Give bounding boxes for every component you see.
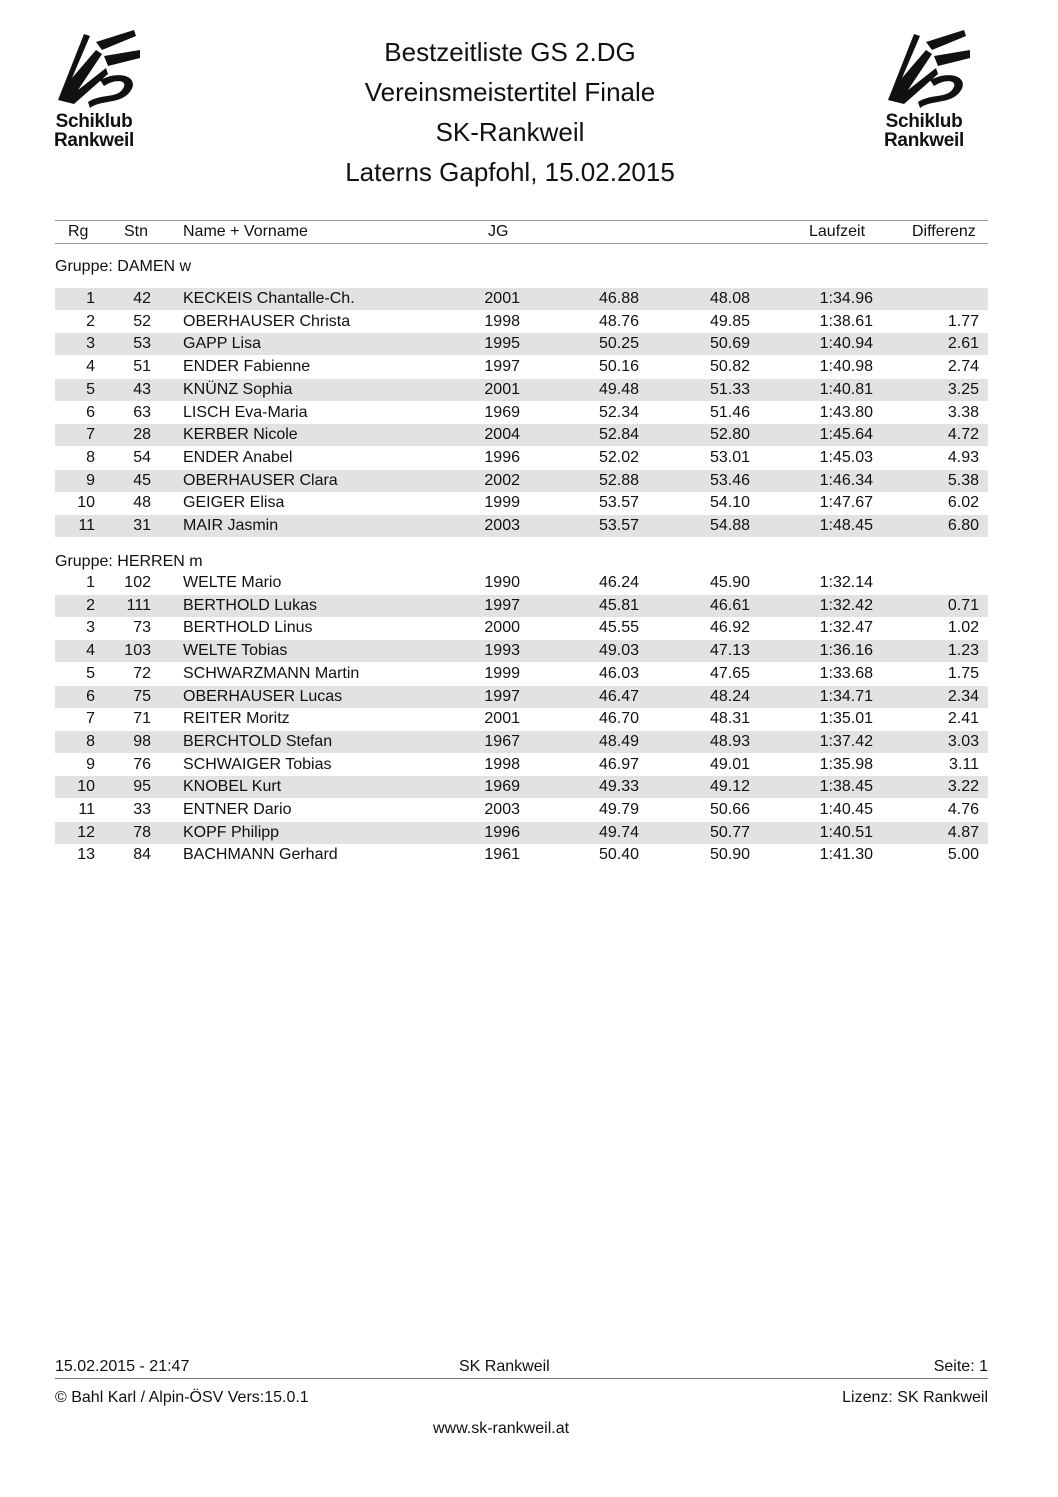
difference-cell: 3.38 — [947, 403, 979, 421]
birth-year-cell: 1999 — [484, 494, 520, 512]
name-cell: BERCHTOLD Stefan — [183, 732, 333, 750]
difference-cell: 4.76 — [947, 801, 979, 818]
birth-year-cell: 1961 — [484, 846, 520, 864]
difference-cell: 3.22 — [947, 778, 979, 796]
table-row — [55, 447, 988, 469]
table-row — [55, 424, 988, 446]
document-title — [250, 32, 770, 192]
run2-time-cell: 49.01 — [709, 755, 750, 773]
difference-cell: 4.72 — [947, 426, 979, 444]
logo-text-line1: Schiklub — [55, 111, 133, 132]
run2-time-cell: 50.82 — [709, 358, 750, 376]
run2-time-cell: 53.46 — [709, 471, 750, 489]
table-row — [55, 311, 988, 333]
total-time-cell: 1:34.96 — [819, 290, 873, 307]
footer-page-number: Seite: 1 — [933, 1358, 988, 1375]
run2-time-cell: 52.80 — [709, 426, 750, 444]
name-cell: KECKEIS Chantalle-Ch. — [183, 290, 355, 307]
run1-time-cell: 49.79 — [598, 801, 639, 818]
run1-time-cell: 46.70 — [598, 710, 639, 728]
rank-cell: 1 — [86, 574, 95, 591]
birth-year-cell: 1997 — [484, 358, 520, 376]
start-number-cell: 45 — [133, 471, 151, 489]
title-line-1: Bestzeitliste GS 2.DG — [384, 37, 636, 67]
group-label: Gruppe: DAMEN w — [55, 258, 192, 275]
name-cell: BACHMANN Gerhard — [183, 846, 338, 864]
start-number-cell: 78 — [133, 823, 151, 841]
difference-cell: 4.93 — [947, 448, 979, 466]
total-time-cell: 1:32.14 — [819, 574, 873, 591]
table-row — [55, 640, 988, 662]
start-number-cell: 103 — [124, 642, 151, 660]
difference-cell: 2.61 — [947, 335, 979, 353]
birth-year-cell: 2002 — [484, 471, 520, 489]
total-time-cell: 1:38.61 — [819, 312, 873, 330]
run1-time-cell: 49.74 — [598, 823, 639, 841]
table-row — [55, 402, 988, 424]
name-cell: BERTHOLD Lukas — [183, 596, 317, 614]
birth-year-cell: 2001 — [484, 290, 520, 307]
club-logo-left — [44, 28, 144, 158]
start-number-cell: 84 — [133, 846, 151, 864]
run2-time-cell: 48.31 — [709, 710, 750, 728]
table-row — [55, 822, 988, 844]
total-time-cell: 1:32.47 — [819, 619, 873, 637]
total-time-cell: 1:38.45 — [819, 778, 873, 796]
birth-year-cell: 2001 — [484, 380, 520, 398]
run1-time-cell: 52.84 — [598, 426, 639, 444]
rank-cell: 10 — [77, 778, 95, 796]
start-number-cell: 71 — [133, 710, 151, 728]
name-cell: GEIGER Elisa — [183, 494, 285, 512]
run1-time-cell: 49.48 — [598, 380, 639, 398]
difference-cell: 1.02 — [947, 619, 979, 637]
footer-license: Lizenz: SK Rankweil — [842, 1389, 988, 1406]
table-row — [55, 844, 988, 866]
name-cell: BERTHOLD Linus — [183, 619, 313, 637]
name-cell: ENTNER Dario — [183, 801, 292, 818]
total-time-cell: 1:36.16 — [819, 642, 873, 660]
run2-time-cell: 50.77 — [709, 823, 750, 841]
birth-year-cell: 1998 — [484, 755, 520, 773]
difference-cell: 3.25 — [947, 380, 979, 398]
start-number-cell: 63 — [133, 403, 151, 421]
difference-cell: 4.87 — [947, 823, 979, 841]
birth-year-cell: 1999 — [484, 664, 520, 682]
col-birth-year: JG — [488, 223, 509, 240]
rank-cell: 2 — [86, 312, 95, 330]
start-number-cell: 102 — [124, 574, 151, 591]
start-number-cell: 95 — [133, 778, 151, 796]
total-time-cell: 1:48.45 — [819, 517, 873, 534]
run2-time-cell: 51.46 — [709, 403, 750, 421]
club-logo-right — [874, 28, 974, 158]
table-row — [55, 617, 988, 639]
logo-text-line2: Rankweil — [884, 130, 964, 151]
start-number-cell: 33 — [133, 801, 151, 818]
run1-time-cell: 50.40 — [598, 846, 639, 864]
run2-time-cell: 49.85 — [709, 312, 750, 330]
difference-cell: 5.00 — [947, 846, 979, 864]
run1-time-cell: 48.76 — [598, 312, 639, 330]
total-time-cell: 1:41.30 — [819, 846, 873, 864]
difference-cell: 3.11 — [949, 755, 979, 773]
total-time-cell: 1:47.67 — [819, 494, 873, 512]
name-cell: KERBER Nicole — [183, 426, 298, 444]
start-number-cell: 76 — [133, 755, 151, 773]
run2-time-cell: 49.12 — [709, 778, 750, 796]
run2-time-cell: 48.93 — [709, 732, 750, 750]
name-cell: OBERHAUSER Lucas — [183, 687, 343, 705]
birth-year-cell: 1996 — [484, 823, 520, 841]
total-time-cell: 1:46.34 — [819, 471, 873, 489]
total-time-cell: 1:40.51 — [819, 823, 873, 841]
run2-time-cell: 46.92 — [709, 619, 750, 637]
run1-time-cell: 45.81 — [598, 596, 639, 614]
run1-time-cell: 46.24 — [598, 574, 639, 591]
table-header — [55, 220, 988, 244]
total-time-cell: 1:40.45 — [819, 801, 873, 818]
rank-cell: 3 — [86, 335, 95, 353]
total-time-cell: 1:43.80 — [819, 403, 873, 421]
rank-cell: 7 — [86, 710, 95, 728]
name-cell: WELTE Tobias — [183, 642, 288, 660]
table-row — [55, 799, 988, 821]
rank-cell: 8 — [86, 448, 95, 466]
logo-text-line2: Rankweil — [54, 130, 134, 151]
skier-emblem-icon — [44, 28, 144, 112]
footer-club: SK Rankweil — [459, 1358, 550, 1375]
run1-time-cell: 52.02 — [598, 448, 639, 466]
start-number-cell: 42 — [133, 290, 151, 307]
name-cell: ENDER Fabienne — [183, 358, 311, 376]
rank-cell: 4 — [86, 358, 95, 376]
col-start-number: Stn — [124, 223, 149, 240]
birth-year-cell: 1997 — [484, 687, 520, 705]
rank-cell: 11 — [78, 801, 95, 818]
difference-cell: 0.71 — [947, 596, 979, 614]
table-row — [55, 356, 988, 378]
total-time-cell: 1:35.98 — [819, 755, 873, 773]
footer-datetime: 15.02.2015 - 21:47 — [55, 1358, 190, 1375]
start-number-cell: 51 — [133, 358, 151, 376]
difference-cell: 2.34 — [947, 687, 979, 705]
run2-time-cell: 50.66 — [709, 801, 750, 818]
table-row — [55, 515, 988, 537]
name-cell: ENDER Anabel — [183, 448, 293, 466]
birth-year-cell: 2004 — [484, 426, 520, 444]
total-time-cell: 1:40.94 — [819, 335, 873, 353]
run1-time-cell: 46.47 — [598, 687, 639, 705]
total-time-cell: 1:45.03 — [819, 448, 873, 466]
col-total-time: Laufzeit — [809, 223, 866, 240]
run1-time-cell: 49.33 — [598, 778, 639, 796]
total-time-cell: 1:37.42 — [819, 732, 873, 750]
rank-cell: 2 — [86, 596, 95, 614]
difference-cell: 2.74 — [947, 358, 979, 376]
title-line-2: Vereinsmeistertitel Finale — [364, 77, 656, 107]
name-cell: GAPP Lisa — [183, 335, 261, 353]
rank-cell: 5 — [86, 380, 95, 398]
table-row — [55, 333, 988, 355]
birth-year-cell: 1969 — [484, 778, 520, 796]
run2-time-cell: 48.08 — [709, 290, 750, 307]
table-row — [55, 708, 988, 730]
table-row — [55, 595, 988, 617]
title-line-4: Laterns Gapfohl, 15.02.2015 — [345, 157, 675, 187]
run2-time-cell: 51.33 — [709, 380, 750, 398]
start-number-cell: 73 — [133, 619, 151, 637]
run1-time-cell: 50.25 — [598, 335, 639, 353]
footer-rule — [55, 1378, 988, 1379]
name-cell: MAIR Jasmin — [183, 517, 279, 534]
run2-time-cell: 50.69 — [709, 335, 750, 353]
rank-cell: 4 — [86, 642, 95, 660]
rank-cell: 11 — [78, 517, 95, 534]
run1-time-cell: 48.49 — [598, 732, 639, 750]
name-cell: KNOBEL Kurt — [183, 778, 282, 796]
birth-year-cell: 1997 — [484, 596, 520, 614]
col-rank: Rg — [68, 223, 89, 240]
total-time-cell: 1:34.71 — [819, 687, 873, 705]
footer-website: www.sk-rankweil.at — [433, 1420, 570, 1437]
rank-cell: 7 — [86, 426, 95, 444]
name-cell: SCHWAIGER Tobias — [183, 755, 332, 773]
rank-cell: 5 — [86, 664, 95, 682]
birth-year-cell: 2001 — [484, 710, 520, 728]
rank-cell: 8 — [86, 732, 95, 750]
run1-time-cell: 53.57 — [598, 517, 639, 534]
table-row — [55, 686, 988, 708]
start-number-cell: 28 — [133, 426, 151, 444]
difference-cell: 5.38 — [947, 471, 979, 489]
run2-time-cell: 50.90 — [709, 846, 750, 864]
birth-year-cell: 1993 — [484, 642, 520, 660]
birth-year-cell: 1969 — [484, 403, 520, 421]
difference-cell: 6.02 — [947, 494, 979, 512]
rank-cell: 10 — [77, 494, 95, 512]
run1-time-cell: 52.88 — [598, 471, 639, 489]
table-row — [55, 663, 988, 685]
difference-cell: 1.23 — [947, 642, 979, 660]
table-row — [55, 379, 988, 401]
total-time-cell: 1:45.64 — [819, 426, 873, 444]
footer-copyright: © Bahl Karl / Alpin-ÖSV Vers:15.0.1 — [55, 1389, 309, 1406]
total-time-cell: 1:35.01 — [819, 710, 873, 728]
difference-cell: 6.80 — [947, 517, 979, 534]
total-time-cell: 1:33.68 — [819, 664, 873, 682]
birth-year-cell: 1996 — [484, 448, 520, 466]
birth-year-cell: 2003 — [484, 801, 520, 818]
run1-time-cell: 50.16 — [598, 358, 639, 376]
run1-time-cell: 45.55 — [598, 619, 639, 637]
rank-cell: 1 — [86, 290, 95, 307]
col-difference: Differenz — [912, 223, 976, 240]
rank-cell: 13 — [77, 846, 95, 864]
start-number-cell: 53 — [133, 335, 151, 353]
run1-time-cell: 52.34 — [598, 403, 639, 421]
name-cell: SCHWARZMANN Martin — [183, 664, 360, 682]
run1-time-cell: 46.88 — [598, 290, 639, 307]
difference-cell: 3.03 — [947, 732, 979, 750]
rank-cell: 9 — [86, 755, 95, 773]
start-number-cell: 31 — [133, 517, 151, 534]
run2-time-cell: 47.65 — [709, 664, 750, 682]
group-label: Gruppe: HERREN m — [55, 553, 203, 570]
table-row — [55, 470, 988, 492]
birth-year-cell: 1967 — [484, 732, 520, 750]
start-number-cell: 43 — [133, 380, 151, 398]
skier-emblem-icon — [874, 28, 974, 112]
name-cell: KOPF Philipp — [183, 823, 280, 841]
run2-time-cell: 48.24 — [709, 687, 750, 705]
name-cell: WELTE Mario — [183, 574, 282, 591]
name-cell: KNÜNZ Sophia — [183, 380, 293, 398]
total-time-cell: 1:40.81 — [819, 380, 873, 398]
start-number-cell: 48 — [133, 494, 151, 512]
birth-year-cell: 2000 — [484, 619, 520, 637]
table-row — [55, 288, 988, 310]
name-cell: REITER Moritz — [183, 710, 290, 728]
run1-time-cell: 49.03 — [598, 642, 639, 660]
run1-time-cell: 46.97 — [598, 755, 639, 773]
rank-cell: 6 — [86, 403, 95, 421]
run1-time-cell: 53.57 — [598, 494, 639, 512]
rank-cell: 3 — [86, 619, 95, 637]
rank-cell: 6 — [86, 687, 95, 705]
name-cell: OBERHAUSER Clara — [183, 471, 338, 489]
birth-year-cell: 1990 — [484, 574, 520, 591]
start-number-cell: 72 — [133, 664, 151, 682]
col-name: Name + Vorname — [183, 223, 308, 240]
logo-text-line1: Schiklub — [885, 111, 963, 132]
run2-time-cell: 45.90 — [709, 574, 750, 591]
start-number-cell: 54 — [133, 448, 151, 466]
table-row — [55, 492, 988, 514]
birth-year-cell: 1995 — [484, 335, 520, 353]
start-number-cell: 52 — [133, 312, 151, 330]
name-cell: OBERHAUSER Christa — [183, 312, 351, 330]
start-number-cell: 111 — [126, 596, 151, 614]
rank-cell: 9 — [86, 471, 95, 489]
start-number-cell: 98 — [133, 732, 151, 750]
run2-time-cell: 54.88 — [709, 517, 750, 534]
start-number-cell: 75 — [133, 687, 151, 705]
run1-time-cell: 46.03 — [598, 664, 639, 682]
birth-year-cell: 1998 — [484, 312, 520, 330]
difference-cell: 2.41 — [947, 710, 979, 728]
run2-time-cell: 53.01 — [709, 448, 750, 466]
total-time-cell: 1:40.98 — [819, 358, 873, 376]
table-row — [55, 754, 988, 776]
total-time-cell: 1:32.42 — [819, 596, 873, 614]
title-line-3: SK-Rankweil — [435, 117, 585, 147]
run2-time-cell: 54.10 — [709, 494, 750, 512]
run2-time-cell: 46.61 — [709, 596, 750, 614]
table-row — [55, 572, 988, 594]
rank-cell: 12 — [77, 823, 95, 841]
birth-year-cell: 2003 — [484, 517, 520, 534]
run2-time-cell: 47.13 — [709, 642, 750, 660]
difference-cell: 1.77 — [947, 312, 979, 330]
name-cell: LISCH Eva-Maria — [183, 403, 308, 421]
table-row — [55, 776, 988, 798]
table-row — [55, 731, 988, 753]
difference-cell: 1.75 — [947, 664, 979, 682]
